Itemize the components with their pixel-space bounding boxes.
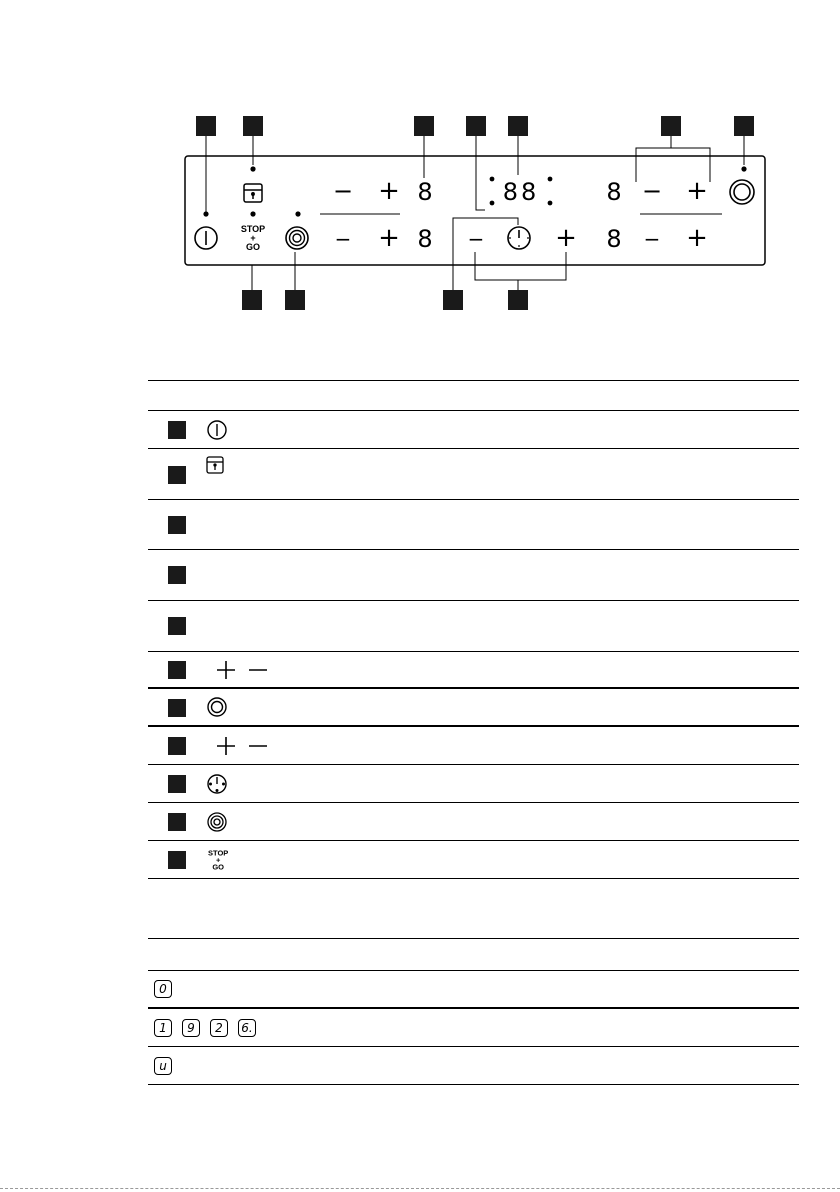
callout-badges-bottom <box>242 290 528 310</box>
stop-go-label-plus: + <box>250 233 256 243</box>
zone-controls-right-top <box>606 176 708 206</box>
table-row <box>148 652 799 689</box>
row-badge <box>168 775 186 793</box>
plus-button-right-top[interactable]: + <box>686 176 708 206</box>
row-badge <box>168 737 186 755</box>
stop-go-icon <box>208 849 228 870</box>
zone-display-left-bottom: 8 <box>417 225 433 253</box>
stop-go-icon-stop: STOP <box>208 848 229 857</box>
plus-minus-icon <box>216 660 268 680</box>
display-symbol: 0 <box>154 980 172 998</box>
display-symbol: 9 <box>182 1019 200 1037</box>
timer-minus-button[interactable]: − <box>467 227 485 251</box>
display-symbol: u <box>154 1057 172 1075</box>
plus-button-right-bottom[interactable]: + <box>686 223 708 253</box>
table-row <box>148 841 799 879</box>
table-header <box>148 381 799 411</box>
timer-plus-button[interactable]: + <box>555 223 577 253</box>
display-table <box>148 939 799 1085</box>
lock-icon <box>206 456 224 474</box>
stop-go-icon-go: GO <box>212 862 224 871</box>
table-row <box>148 601 799 652</box>
row-badge <box>168 699 186 717</box>
timer-button[interactable] <box>508 227 530 249</box>
callout-lines <box>206 136 744 290</box>
triple-zone-button[interactable] <box>286 227 308 249</box>
indicator-dots <box>203 166 746 216</box>
dual-zone-button[interactable] <box>730 180 754 204</box>
table-row <box>148 1009 799 1047</box>
table-row <box>148 411 799 449</box>
stop-go-label-stop: STOP <box>240 224 266 234</box>
zone-controls-left-top <box>333 176 433 206</box>
table-row <box>148 765 799 803</box>
display-symbols <box>154 1057 172 1075</box>
table-row <box>148 803 799 841</box>
display-symbols <box>154 980 172 998</box>
zone-display-right-bottom: 8 <box>606 225 622 253</box>
lock-button[interactable] <box>244 184 262 202</box>
power-icon <box>206 419 228 441</box>
row-badge <box>168 661 186 679</box>
plus-button-left-bottom[interactable]: + <box>378 223 400 253</box>
row-badge <box>168 421 186 439</box>
row-badge <box>168 516 186 534</box>
callout-badges-top <box>196 116 754 136</box>
display-symbols <box>154 1019 256 1037</box>
display-symbol: 6. <box>238 1019 256 1037</box>
timer-icon <box>206 773 228 795</box>
controls-table <box>148 381 799 879</box>
plus-button-left-top[interactable]: + <box>378 176 400 206</box>
row-badge <box>168 851 186 869</box>
table-row <box>148 727 799 765</box>
display-symbol: 1 <box>154 1019 172 1037</box>
row-badge <box>168 813 186 831</box>
zone-controls-left-bottom <box>335 223 433 253</box>
table-row <box>148 689 799 727</box>
display-symbol: 2 <box>210 1019 228 1037</box>
plus-minus-icon <box>216 736 268 756</box>
page-bottom-rule <box>0 1188 840 1189</box>
zone-controls-right-bottom <box>606 223 708 253</box>
row-badge <box>168 566 186 584</box>
control-panel-diagram <box>0 0 840 330</box>
zone-display-right-top: 8 <box>606 178 622 206</box>
table-row <box>148 500 799 550</box>
triple-zone-icon <box>206 811 228 833</box>
table-row <box>148 971 799 1009</box>
row-badge <box>168 466 186 484</box>
stop-go-button[interactable] <box>241 224 265 252</box>
minus-button-right-bottom[interactable]: − <box>643 227 661 251</box>
minus-button-right-top[interactable]: − <box>641 177 663 205</box>
table-row <box>148 1047 799 1085</box>
table-row <box>148 550 799 601</box>
minus-button-left-bottom[interactable]: − <box>334 227 352 251</box>
stop-go-icon-plus: + <box>215 855 221 864</box>
stop-go-label-go: GO <box>245 242 261 252</box>
row-badge <box>168 617 186 635</box>
dual-zone-icon <box>206 696 228 718</box>
timer-display: 88 <box>502 178 540 206</box>
minus-button-left-top[interactable]: − <box>332 177 354 205</box>
power-button[interactable] <box>195 227 217 249</box>
zone-display-left-top: 8 <box>417 178 433 206</box>
table-header <box>148 939 799 971</box>
table-row <box>148 449 799 500</box>
